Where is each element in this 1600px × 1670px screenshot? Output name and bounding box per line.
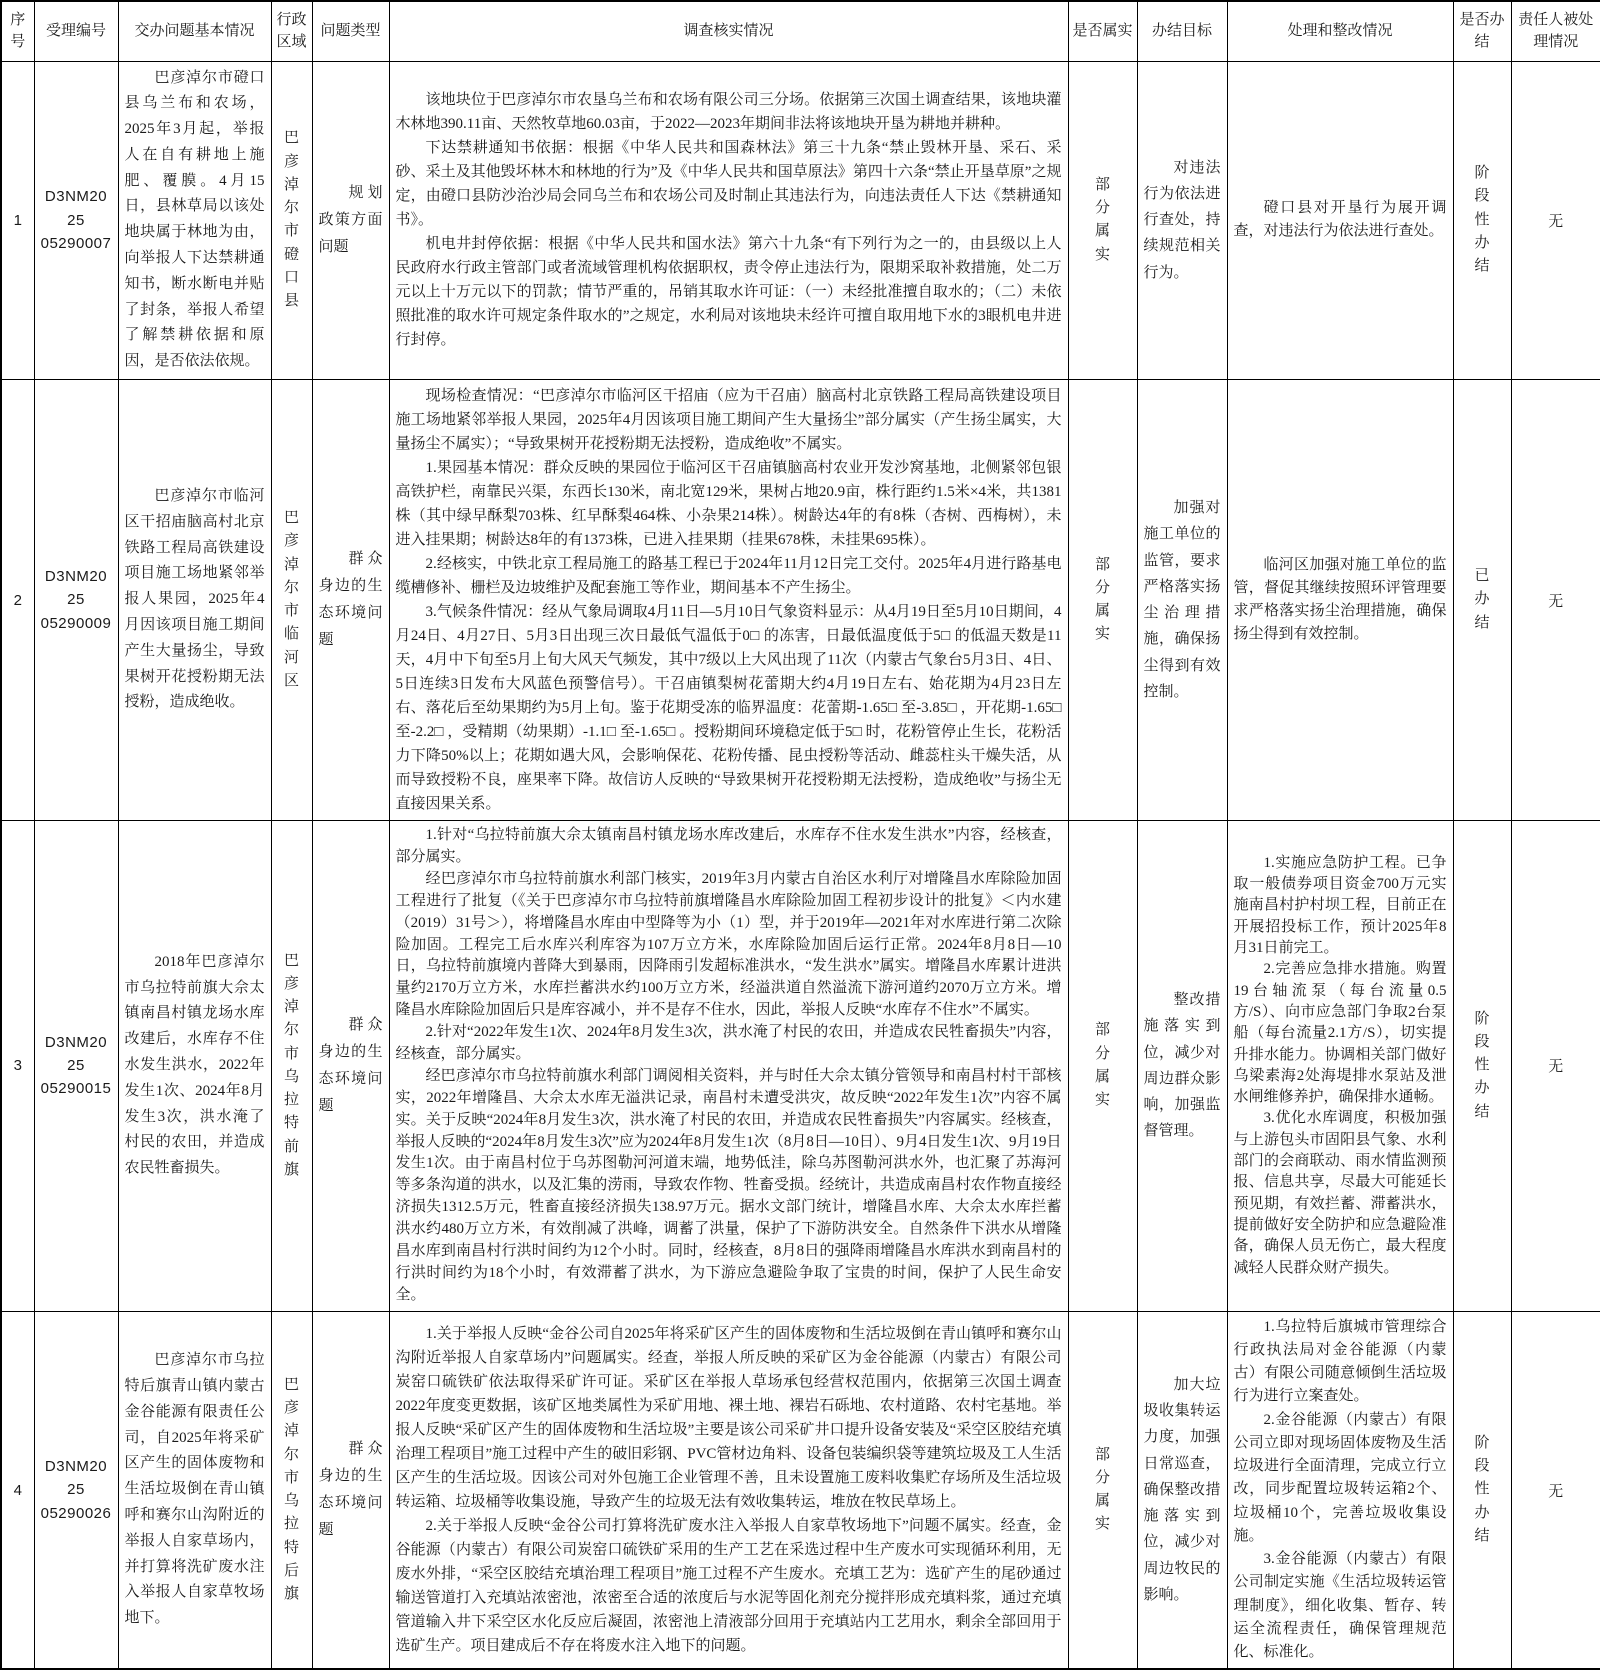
- code-line2: 05290009: [40, 614, 112, 632]
- goal-text: 加强对施工单位的监管，要求严格落实扬尘治理措施，确保扬尘得到有效控制。: [1143, 500, 1221, 700]
- region-cell: [271, 821, 312, 1312]
- verified-text: 部分属实: [1094, 1022, 1110, 1109]
- code-line2: 05290007: [40, 234, 112, 252]
- problem-type-cell: [312, 380, 389, 821]
- paragraph: 1.实施应急防护工程。已争取一般债券项目资金700万元实施南昌村护村坝工程，目前正在开展招投标工作，预计2025年8月31日前完工。: [1233, 854, 1447, 957]
- region-cell: [271, 61, 312, 380]
- paragraph: 3.气候条件情况：经从气象局调取4月11日—5月10日气象资料显示：从4月19日至5月10日期间，4月24日、4月27日、5月3日出现三次日最低气温低于0□ 的冻害，日最低温度低于5□ 的低温天数是11天，4月中下旬至5月上旬大风天气频发，其中7级以上大风出现了11次（内蒙古气象台5月3日、4日、5日连续3日发布大风蓝色预警信号）。干召庙镇梨树花蕾期大约4月19日左右、始花期为4月23日左右、落花后至幼果期约为5月上旬。鉴于花期受冻的临界温度：花蕾期-1.65□ 至-3.85□ ，开花期-1.65□ 至-2.2□ ，受精期（幼果期）-1.1□ 至-1.65□ 。授粉期间环境稳定低于5□ 时，花粉管停止生长，花粉活力下降50%以上；花期如遇大风，会影响保花、花粉传播、昆虫授粉等活动、雌蕊柱头干燥失活，从而导致授粉不良，座果率下降。故信访人反映的“导致果树开花授粉期无法授粉，造成绝收”与扬尘无直接因果关系。: [395, 604, 1062, 813]
- header-status: 是否办结: [1453, 1, 1511, 61]
- paragraph: 3.金谷能源（内蒙古）有限公司制定实施《生活垃圾转运管理制度》，细化收集、暂存、转运全流程责任，确保管理规范化、标准化。: [1233, 1551, 1447, 1661]
- code-line1: D3NM2025: [44, 1458, 108, 1499]
- paragraph: 现场检查情况：“巴彦淖尔市临河区干招庙（应为干召庙）脑高村北京铁路工程局高铁建设项目施工场地紧邻举报人果园，2025年4月因该项目施工期间产生大量扬尘”部分属实（产生扬尘属实，大量扬尘不属实）；“导致果树开花授粉期无法授粉，造成绝收”不属实。: [395, 388, 1062, 453]
- handling-cell: [1227, 380, 1453, 821]
- region-cell: [271, 380, 312, 821]
- header-accountability: 责任人被处理情况: [1511, 1, 1600, 61]
- verified-text: 部分属实: [1094, 1446, 1110, 1533]
- paragraph: 经巴彦淖尔市乌拉特前旗水利部门调阅相关资料，并与时任大佘太镇分管领导和南昌村村干部核实，2022年增隆昌、大佘太水库无溢洪记录，南昌村未遭受洪灾，故反映“2022年发生1次”内容不属实。关于反映“2024年8月发生3次，洪水淹了村民的农田，并造成农民牲畜损失”内容属实。经核查，举报人反映的“2024年8月发生3次”应为2024年8月发生1次（8月8日—10日）、9月4日发生1次、9月19日发生1次。由于南昌村位于乌苏图勒河河道末端，地势低洼，除乌苏图勒河洪水外，也汇聚了苏海河等多条沟道的洪水，以及汇集的涝雨，导致农作物、牲畜受损。经统计，共造成南昌村农作物直接经济损失1312.5万元，牲畜直接经济损失138.97万元。据水文部门统计，增隆昌水库、大佘太水库拦蓄洪水约480万立方米，有效削减了洪峰，调蓄了洪量，保护了下游防洪安全。自然条件下洪水从增隆昌水库到南昌村行洪时间约为12个小时。同时，经核查，8月8日的强降雨增隆昌水库洪水到南昌村的行洪时间约为18个小时，有效滞蓄了洪水，为下游应急避险争取了宝贵的时间，保护了人民生命安全。: [395, 1067, 1062, 1303]
- status-text: 阶段性办结: [1474, 1434, 1490, 1544]
- goal-cell: [1137, 1311, 1227, 1669]
- verified-cell: [1068, 380, 1137, 821]
- problem-text: 巴彦淖尔市临河区干招庙脑高村北京铁路工程局高铁建设项目施工场地紧邻举报人果园，2025年4月因该项目施工期间产生大量扬尘，导致果树开花授粉期无法授粉，造成绝收。: [124, 487, 265, 711]
- header-verified: 是否属实: [1068, 1, 1137, 61]
- region-text: 巴彦淖尔市乌拉特后旗: [283, 1376, 299, 1603]
- status-text: 已办结: [1474, 568, 1490, 631]
- status-cell: [1453, 61, 1511, 380]
- table-row: [1, 380, 1600, 821]
- code-line1: D3NM2025: [44, 568, 108, 609]
- accountability-cell: 无: [1511, 1311, 1600, 1669]
- goal-text: 对违法行为依法进行查处，持续规范相关行为。: [1143, 159, 1221, 281]
- problem-type-cell: [312, 61, 389, 380]
- region-text: 巴彦淖尔市临河区: [283, 510, 299, 689]
- header-handling: 处理和整改情况: [1227, 1, 1453, 61]
- region-text: 巴彦淖尔市乌拉特前旗: [283, 952, 299, 1178]
- problem-cell: [118, 1311, 271, 1669]
- code-line2: 05290015: [40, 1080, 112, 1098]
- problem-type-cell: [312, 821, 389, 1312]
- goal-cell: [1137, 380, 1227, 821]
- region-cell: [271, 1311, 312, 1669]
- goal-text: 整改措施落实到位，减少对周边群众影响，加强监督管理。: [1143, 992, 1221, 1140]
- header-investigation: 调查核实情况: [389, 1, 1068, 61]
- status-text: 阶段性办结: [1474, 1010, 1490, 1120]
- verified-text: 部分属实: [1094, 176, 1110, 263]
- problem-cell: [118, 380, 271, 821]
- paragraph: 2.金谷能源（内蒙古）有限公司立即对现场固体废物及生活垃圾进行全面清理，完成立行立改，同步配置垃圾转运箱2个、垃圾桶10个，完善垃圾收集设施。: [1233, 1411, 1447, 1544]
- problem-type-text: 群众身边的生态环境问题: [318, 551, 383, 649]
- verified-cell: [1068, 1311, 1137, 1669]
- problem-cell: [118, 61, 271, 380]
- paragraph: 下达禁耕通知书依据：根据《中华人民共和国森林法》第三十九条“禁止毁林开垦、采石、采砂、采土及其他毁坏林木和林地的行为”及《中华人民共和国草原法》第四十六条“禁止开垦草原”之规定，由磴口县防沙治沙局会同乌兰布和农场公司及时制止其违法行为，向违法责任人下达《禁耕通知书》。: [395, 140, 1062, 229]
- paragraph: 1.果园基本情况：群众反映的果园位于临河区干召庙镇脑高村农业开发沙窝基地，北侧紧邻包银高铁护栏，南靠民兴渠，东西长130米，南北宽129米，果树占地20.9亩，株行距约1.5米×4米，共1381株（其中绿早酥梨703株、红早酥梨464株、小杂果214株）。树龄达4年的有8株（杏树、西梅树），未进入挂果期；树龄达8年的有1373株，已进入挂果期（挂果678株，未挂果695株）。: [395, 460, 1062, 549]
- problem-text: 巴彦淖尔市磴口县乌兰布和农场，2025年3月起，举报人在自有耕地上施肥、覆膜。4月15日，县林草局以该处地块属于林地为由，向举报人下达禁耕通知书，断水断电并贴了封条，举报人希望了解禁耕依据和原因，是否依法依规。: [124, 69, 265, 370]
- paragraph: 该地块位于巴彦淖尔市农垦乌兰布和农场有限公司三分场。依据第三次国土调查结果，该地块灌木林地390.11亩、天然牧草地60.03亩，于2022—2023年期间非法将该地块开垦为耕地并耕种。: [395, 92, 1062, 133]
- verified-text: 部分属实: [1094, 556, 1110, 643]
- paragraph: 1.针对“乌拉特前旗大佘太镇南昌村镇龙场水库改建后，水库存不住水发生洪水”内容，经核查，部分属实。: [395, 827, 1062, 865]
- acceptance-code: [34, 380, 118, 821]
- header-type: 问题类型: [312, 1, 389, 61]
- accountability-cell: 无: [1511, 380, 1600, 821]
- acceptance-code: [34, 61, 118, 380]
- paragraph: 1.关于举报人反映“金谷公司自2025年将采矿区产生的固体废物和生活垃圾倒在青山镇呼和赛尔山沟附近举报人自家草场内”问题属实。经查，举报人所反映的采矿区为金谷能源（内蒙古）有限公司炭窑口硫铁矿依法取得采矿许可证。采矿区在举报人草场承包经营权范围内，依据第三次国土调查2022年度变更数据，该矿区地类属性为采矿用地、裸土地、裸岩石砾地、农村道路、农村宅基地。举报人反映“采矿区产生的固体废物和生活垃圾”主要是该公司采矿井口提升设备安装及“采空区胶结充填治理工程项目”施工过程中产生的破旧彩钢、PVC管材边角料、设备包装编织袋等建筑垃圾及工人生活区产生的生活垃圾。因该公司对外包施工企业管理不善，且未设置施工废料收集贮存场所及生活垃圾转运箱、垃圾桶等收集设施，导致产生的垃圾无法有效收集转运，堆放在牧民草场上。: [395, 1326, 1062, 1511]
- accountability-cell: 无: [1511, 821, 1600, 1312]
- verified-cell: [1068, 821, 1137, 1312]
- problem-text: 巴彦淖尔市乌拉特后旗青山镇内蒙古金谷能源有限责任公司，自2025年将采矿区产生的固体废物和生活垃圾倒在青山镇呼和赛尔山沟附近的举报人自家草场内，并打算将洗矿废水注入举报人自家草牧场地下。: [124, 1352, 265, 1627]
- acceptance-code: [34, 1311, 118, 1669]
- investigation-cell: [389, 821, 1068, 1312]
- paragraph: 1.乌拉特后旗城市管理综合行政执法局对金谷能源（内蒙古）有限公司随意倾倒生活垃圾行为进行立案查处。: [1233, 1318, 1447, 1405]
- paragraph: 2.完善应急排水措施。购置19台轴流泵（每台流量0.5方/S）、向市应急部门争取2台泵船（每台流量2.1方/S），切实提升排水能力。协调相关部门做好乌梁素海2处海堤排水泵站及泄水闸维修养护，确保排水通畅。: [1233, 961, 1447, 1106]
- header-goal: 办结目标: [1137, 1, 1227, 61]
- accountability-cell: 无: [1511, 61, 1600, 380]
- status-cell: [1453, 821, 1511, 1312]
- paragraph: 机电井封停依据：根据《中华人民共和国水法》第六十九条“有下列行为之一的，由县级以上人民政府水行政主管部门或者流域管理机构依据职权，责令停止违法行为，限期采取补救措施，处二万元以上十万元以下的罚款；情节严重的，吊销其取水许可证：（一）未经批准擅自取水的；（二）未依照批准的取水许可规定条件取水的”之规定，水利局对该地块未经许可擅自取用地下水的3眼机电井进行封停。: [395, 236, 1062, 349]
- table-row: [1, 1311, 1600, 1669]
- status-text: 阶段性办结: [1474, 165, 1490, 275]
- paragraph: 3.优化水库调度，积极加强与上游包头市固阳县气象、水利部门的会商联动、雨水情监测预报、信息共享，尽最大可能延长预见期，有效拦蓄、滞蓄洪水，提前做好安全防护和应急避险准备，确保人员无伤亡，最大程度减轻人民群众财产损失。: [1233, 1110, 1447, 1276]
- row-number: 1: [1, 61, 34, 380]
- header-no: 序号: [1, 1, 34, 61]
- header-code: 受理编号: [34, 1, 118, 61]
- code-line1: D3NM2025: [44, 188, 108, 229]
- row-number: 3: [1, 821, 34, 1312]
- investigation-cell: [389, 380, 1068, 821]
- code-line1: D3NM2025: [44, 1033, 108, 1075]
- code-line2: 05290026: [40, 1504, 112, 1522]
- goal-text: 加大垃圾收集转运力度，加强日常巡查，确保整改措施落实到位，减少对周边牧民的影响。: [1143, 1376, 1221, 1603]
- problem-type-cell: [312, 1311, 389, 1669]
- investigation-cell: [389, 1311, 1068, 1669]
- region-text: 巴彦淖尔市磴口县: [283, 130, 299, 310]
- status-cell: [1453, 1311, 1511, 1669]
- status-cell: [1453, 380, 1511, 821]
- paragraph: 临河区加强对施工单位的监管，督促其继续按照环评管理要求严格落实扬尘治理措施，确保扬尘得到有效控制。: [1233, 556, 1447, 643]
- handling-cell: [1227, 61, 1453, 380]
- investigation-cell: [389, 61, 1068, 380]
- header-problem: 交办问题基本情况: [118, 1, 271, 61]
- problem-type-text: 群众身边的生态环境问题: [318, 1441, 383, 1539]
- handling-cell: [1227, 1311, 1453, 1669]
- table-row: [1, 821, 1600, 1312]
- row-number: 2: [1, 380, 34, 821]
- header-row: [1, 1, 1600, 61]
- paragraph: 2.经核实，中铁北京工程局施工的路基工程已于2024年11月12日完工交付。2025年4月进行路基电缆槽修补、栅栏及边坡维护及配套施工等作业，期间基本不产生扬尘。: [395, 556, 1062, 597]
- header-region: 行政区域: [271, 1, 312, 61]
- paragraph: 2.关于举报人反映“金谷公司打算将洗矿废水注入举报人自家草牧场地下”问题不属实。经查，金谷能源（内蒙古）有限公司炭窑口硫铁矿采用的生产工艺在采选过程中生产废水可实现循环利用，无废水外排，“采空区胶结充填治理工程项目”施工过程不产生废水。充填工艺为：选矿产生的尾砂通过输送管道打入充填站浓密池，浓密至合适的浓度后与水泥等固化剂充分搅拌形成充填料浆，通过充填管道输入井下采空区水化反应后凝固，浓密池上清液部分回用于充填站内工艺用水，剩余全部回用于选矿生产。项目建成后不存在将废水注入地下的问题。: [395, 1518, 1062, 1655]
- goal-cell: [1137, 821, 1227, 1312]
- paragraph: 经巴彦淖尔市乌拉特前旗水利部门核实，2019年3月内蒙古自治区水利厅对增隆昌水库除险加固工程进行了批复（《关于巴彦淖尔市乌拉特前旗增隆昌水库除险加固工程初步设计的批复》＜内水建（2019）31号＞），将增隆昌水库由中型降等为小（1）型，并于2019年—2021年对水库进行第二次除险加固。工程完工后水库兴利库容为107万立方米，水库除险加固后运行正常。2024年8月8日—10日，乌拉特前旗境内普降大到暴雨，因降雨引发超标准洪水，“发生洪水”属实。增隆昌水库累计进洪量约2170万立方米，水库拦蓄洪水约100万立方米，经溢洪道自然溢流下游河道约2070万立方米。增隆昌水库除险加固后只是库容减小，并不是存不住水，因此，举报人反映“水库存不住水”不属实。: [395, 870, 1062, 1019]
- verified-cell: [1068, 61, 1137, 380]
- goal-cell: [1137, 61, 1227, 380]
- problem-text: 2018年巴彦淖尔市乌拉特前旗大佘太镇南昌村镇龙场水库改建后，水库存不住水发生洪水，2022年发生1次、2024年8月发生3次，洪水淹了村民的农田，并造成农民牲畜损失。: [124, 953, 265, 1177]
- problem-cell: [118, 821, 271, 1312]
- handling-cell: [1227, 821, 1453, 1312]
- acceptance-code: [34, 821, 118, 1312]
- paragraph: 磴口县对开垦行为展开调查，对违法行为依法进行查处。: [1233, 200, 1447, 240]
- row-number: 4: [1, 1311, 34, 1669]
- problem-type-text: 群众身边的生态环境问题: [318, 1016, 383, 1114]
- table-row: [1, 61, 1600, 380]
- problem-type-text: 规划政策方面问题: [318, 184, 383, 255]
- paragraph: 2.针对“2022年发生1次、2024年8月发生3次，洪水淹了村民的农田，并造成农民牲畜损失”内容，经核查，部分属实。: [395, 1024, 1062, 1062]
